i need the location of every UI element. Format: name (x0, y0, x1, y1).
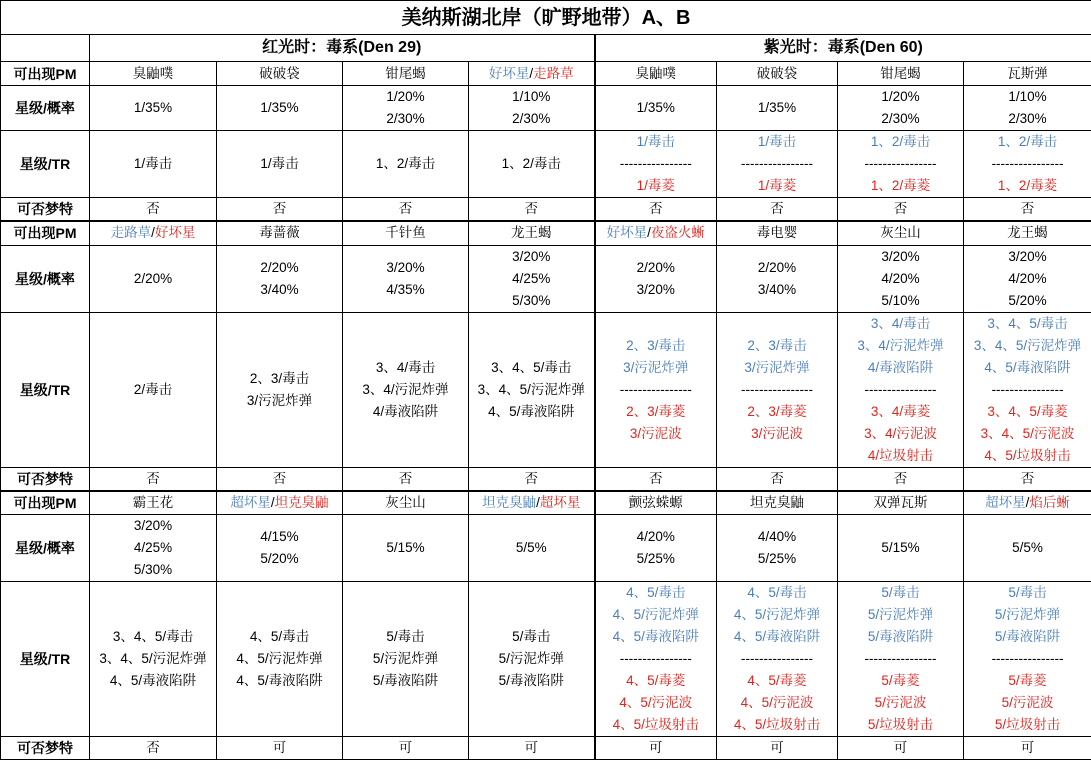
tr-move-line-blue: 4、5/毒液陷阱 (612, 629, 699, 644)
dynamax-cell: 否 (964, 467, 1091, 491)
dynamax-cell: 否 (217, 198, 343, 222)
dashed-separator: ---------------- (741, 381, 813, 397)
tr-move-line-red: 4、5/污泥波 (619, 695, 693, 710)
tr-move-line-blue: 3、4/毒击 (870, 315, 931, 331)
star-rate-line: 5/5% (515, 540, 547, 555)
star-rate-line: 4/15% (260, 529, 299, 544)
tr-cell (469, 312, 595, 467)
star-rate-cell (717, 515, 838, 582)
tr-move-line: 4、5/毒击 (249, 629, 310, 644)
pokemon-name: 钳尾蝎 (880, 65, 921, 81)
tr-move-line-red: 5/污泥波 (874, 695, 927, 710)
pokemon-name: 坦克臭鼬 (482, 494, 537, 510)
pokemon-cell (90, 62, 217, 86)
dashed-separator: ---------------- (991, 156, 1064, 171)
star-rate-line: 3/20% (881, 248, 920, 264)
dashed-separator: ---------------- (741, 156, 813, 171)
tr-move-line: 1/毒击 (260, 156, 299, 171)
pokemon-cell (343, 491, 469, 515)
dashed-separator: ---------------- (864, 381, 937, 397)
dynamax-cell: 否 (343, 467, 469, 491)
pokemon-cell (964, 221, 1091, 245)
tr-cell (964, 131, 1091, 198)
pokemon-cell (717, 221, 838, 245)
tr-move-line-blue: 4/毒液陷阱 (867, 359, 934, 375)
tr-move-line-red: 3/污泥波 (629, 425, 682, 441)
tr-cell (595, 312, 717, 467)
tr-move-line-blue: 1、2/毒击 (870, 134, 931, 149)
name-separator: / (270, 494, 275, 510)
star-rate-line: 2/30% (881, 111, 920, 126)
dynamax-cell: 可 (469, 737, 595, 760)
tr-move-line-blue: 1/毒击 (757, 134, 797, 149)
table-row-pm (1, 221, 1091, 245)
dynamax-cell: 否 (343, 198, 469, 222)
table-row-tr (1, 131, 1091, 198)
star-rate-cell (964, 515, 1091, 582)
tr-move-line-red: 4、5/垃圾射击 (612, 717, 699, 732)
pokemon-name: 龙王蝎 (1007, 225, 1048, 241)
tr-move-line-blue: 5/污泥炸弹 (994, 607, 1061, 622)
tr-cell (838, 312, 964, 467)
tr-move-line-red: 4、5/垃圾射击 (733, 717, 821, 732)
star-rate-line: 4/20% (636, 529, 675, 544)
tr-cell (595, 131, 717, 198)
tr-move-line-blue: 5/污泥炸弹 (867, 607, 934, 622)
pokemon-name: 好坏星 (488, 65, 530, 81)
row-label-tr: 星级/TR (1, 582, 90, 737)
pokemon-cell (964, 62, 1091, 86)
dynamax-cell: 否 (217, 467, 343, 491)
star-rate-line: 3/40% (260, 281, 299, 297)
pokemon-name: 钳尾蝎 (385, 65, 426, 81)
dashed-separator: ---------------- (619, 156, 692, 171)
star-rate-line: 5/25% (636, 551, 675, 566)
tr-cell (964, 582, 1091, 737)
star-rate-line: 2/20% (133, 270, 173, 286)
star-rate-cell (469, 515, 595, 582)
star-rate-line: 1/35% (636, 100, 675, 115)
tr-move-line-blue: 3、4、5/污泥炸弹 (973, 337, 1082, 353)
tr-move-line-blue: 4、5/污泥炸弹 (612, 607, 699, 622)
tr-move-line-red: 3、4/污泥波 (864, 425, 937, 441)
dynamax-cell: 否 (838, 467, 964, 491)
dynamax-cell: 可 (343, 737, 469, 760)
dynamax-cell: 否 (964, 198, 1091, 222)
tr-move-line: 4、5/毒液陷阱 (488, 403, 575, 419)
dynamax-cell: 否 (717, 198, 838, 222)
star-rate-line: 5/20% (260, 551, 299, 566)
pokemon-cell (595, 62, 717, 86)
tr-move-line-red: 3、4/毒菱 (870, 403, 931, 419)
star-rate-line: 3/20% (636, 281, 675, 297)
star-rate-line: 1/35% (260, 100, 299, 115)
star-rate-cell (964, 86, 1091, 131)
star-rate-line: 3/20% (386, 259, 425, 275)
table-row-rate (1, 515, 1091, 582)
dashed-separator: ---------------- (864, 156, 937, 171)
star-rate-line: 5/10% (881, 292, 920, 308)
dynamax-cell: 否 (717, 467, 838, 491)
star-rate-line: 1/10% (512, 89, 551, 104)
tr-move-line: 5/毒击 (386, 629, 425, 644)
tr-cell (595, 582, 717, 737)
tr-move-line-blue: 5/毒击 (1008, 585, 1047, 600)
tr-move-line-red: 3、4、5/毒菱 (987, 403, 1068, 419)
dashed-separator: ---------------- (991, 381, 1064, 397)
row-label-pm: 可出现PM (1, 62, 90, 86)
pokemon-name: 灰尘山 (385, 494, 426, 510)
pokemon-name: 坦克臭鼬 (750, 494, 804, 510)
star-rate-line: 4/25% (512, 270, 551, 286)
star-rate-line: 5/30% (133, 562, 173, 577)
tr-move-line-red: 5/毒菱 (881, 673, 920, 688)
star-rate-cell (469, 86, 595, 131)
star-rate-line: 5/30% (512, 292, 551, 308)
tr-cell (717, 582, 838, 737)
table-row-tr (1, 582, 1091, 737)
tr-move-line-blue: 5/毒液陷阱 (867, 629, 934, 644)
pokemon-name: 毒蔷薇 (259, 225, 300, 241)
star-rate-cell (595, 245, 717, 312)
pokemon-name: 破破袋 (259, 65, 300, 81)
dashed-separator: ---------------- (619, 651, 692, 666)
star-rate-cell (838, 245, 964, 312)
pokemon-name: 超坏星 (230, 494, 271, 510)
star-rate-line: 3/40% (757, 281, 797, 297)
tr-move-line: 3、4/污泥炸弹 (362, 381, 449, 397)
tr-move-line: 3、4、5/毒击 (112, 629, 194, 644)
pokemon-cell (717, 491, 838, 515)
tr-move-line-red: 5/毒菱 (1008, 673, 1047, 688)
row-label-tr: 星级/TR (1, 131, 90, 198)
tr-move-line-red: 4/垃圾射击 (867, 447, 934, 463)
pokemon-cell (469, 221, 595, 245)
pokemon-name: 焰后蜥 (1029, 494, 1070, 510)
star-rate-cell (838, 86, 964, 131)
star-rate-line: 3/20% (512, 248, 551, 264)
table-row-pm (1, 62, 1091, 86)
tr-move-line-red: 5/垃圾射击 (867, 717, 934, 732)
row-label-pm: 可出现PM (1, 221, 90, 245)
dynamax-cell: 否 (595, 467, 717, 491)
tr-move-line: 3、4、5/污泥炸弹 (99, 651, 207, 666)
star-rate-line: 1/35% (757, 100, 797, 115)
star-rate-line: 4/40% (757, 529, 797, 544)
dashed-separator: ---------------- (991, 651, 1064, 666)
tr-move-line-blue: 3/污泥炸弹 (744, 359, 810, 375)
tr-move-line-blue: 3/污泥炸弹 (623, 359, 689, 375)
star-rate-line: 5/20% (1008, 292, 1047, 308)
dynamax-cell: 否 (595, 198, 717, 222)
name-separator: / (536, 494, 540, 510)
tr-cell (90, 312, 217, 467)
tr-move-line-blue: 2、3/毒击 (747, 337, 807, 353)
pokemon-cell (595, 221, 717, 245)
dynamax-cell: 否 (90, 198, 217, 222)
tr-move-line-blue: 5/毒液陷阱 (994, 629, 1061, 644)
name-separator: / (529, 65, 534, 81)
pokemon-name: 破破袋 (756, 65, 798, 81)
star-rate-line: 2/30% (386, 111, 425, 126)
star-rate-cell (595, 86, 717, 131)
tr-move-line-red: 1/毒菱 (757, 178, 797, 193)
pokemon-name: 走路草 (533, 65, 574, 81)
pokemon-cell (217, 62, 343, 86)
tr-cell (717, 312, 838, 467)
tr-cell (217, 582, 343, 737)
dynamax-cell: 否 (838, 198, 964, 222)
pokemon-cell (343, 62, 469, 86)
row-label-rate: 星级/概率 (1, 86, 90, 131)
tr-move-line: 3、4、5/污泥炸弹 (477, 381, 585, 397)
pokemon-name: 超坏星 (539, 494, 581, 510)
tr-move-line-blue: 1/毒击 (636, 134, 675, 149)
table-row-rate (1, 86, 1091, 131)
tr-move-line: 1、2/毒击 (501, 156, 561, 171)
pokemon-cell (469, 491, 595, 515)
tr-move-line: 4、5/毒液陷阱 (109, 673, 197, 688)
pokemon-cell (469, 62, 595, 86)
dynamax-cell: 可 (217, 737, 343, 760)
star-rate-cell (343, 86, 469, 131)
pokemon-name: 夜盗火蜥 (650, 225, 705, 241)
pokemon-name: 走路草 (110, 225, 152, 241)
tr-cell (469, 582, 595, 737)
pokemon-name: 毒电婴 (756, 225, 798, 241)
pokemon-cell (838, 491, 964, 515)
star-rate-line: 1/10% (1008, 89, 1047, 104)
table-row-tr (1, 312, 1091, 467)
star-rate-line: 5/25% (757, 551, 797, 566)
tr-move-line: 5/污泥炸弹 (498, 651, 564, 666)
pokemon-cell (90, 221, 217, 245)
tr-move-line-red: 2、3/毒菱 (747, 403, 807, 419)
tr-cell (343, 131, 469, 198)
star-rate-cell (90, 515, 217, 582)
star-rate-cell (964, 245, 1091, 312)
dynamax-cell: 否 (90, 467, 217, 491)
tr-move-line: 5/毒击 (512, 629, 551, 644)
tr-move-line: 5/污泥炸弹 (372, 651, 439, 666)
row-label-rate: 星级/概率 (1, 245, 90, 312)
tr-move-line-blue: 2、3/毒击 (626, 337, 686, 353)
pokemon-name: 臭鼬噗 (132, 65, 174, 81)
row-label-pm: 可出现PM (1, 491, 90, 515)
dashed-separator: ---------------- (864, 651, 937, 666)
tr-move-line-red: 4、5/垃圾射击 (984, 447, 1071, 463)
tr-move-line-red: 1、2/毒菱 (997, 178, 1058, 193)
pokemon-cell (217, 221, 343, 245)
row-label-dmax: 可否梦特 (1, 467, 90, 491)
tr-move-line: 4、5/污泥炸弹 (236, 651, 323, 666)
dynamax-cell: 可 (964, 737, 1091, 760)
tr-move-line: 2、3/毒击 (249, 370, 310, 386)
tr-move-line: 3/污泥炸弹 (246, 392, 313, 408)
pokemon-name: 超坏星 (985, 494, 1026, 510)
tr-move-line: 5/毒液陷阱 (372, 673, 439, 688)
table-row-dmax (1, 737, 1091, 760)
tr-move-line: 3、4、5/毒击 (491, 359, 572, 375)
tr-cell (217, 312, 343, 467)
tr-move-line-blue: 3、4、5/毒击 (987, 315, 1068, 331)
pokemon-name: 灰尘山 (880, 225, 921, 241)
pokemon-cell (343, 221, 469, 245)
tr-cell (90, 582, 217, 737)
table-row-pm (1, 491, 1091, 515)
star-rate-line: 4/20% (1008, 270, 1047, 286)
star-rate-cell (90, 86, 217, 131)
dynamax-cell: 否 (469, 467, 595, 491)
tr-move-line-blue: 4、5/毒击 (747, 585, 807, 600)
star-rate-line: 2/20% (260, 259, 299, 275)
row-label-tr: 星级/TR (1, 312, 90, 467)
star-rate-cell (217, 515, 343, 582)
star-rate-cell (217, 245, 343, 312)
dashed-separator: ---------------- (619, 381, 692, 397)
pokemon-cell (217, 491, 343, 515)
pokemon-name: 坦克臭鼬 (274, 494, 329, 510)
pokemon-name: 龙王蝎 (511, 225, 552, 241)
pokemon-cell (838, 221, 964, 245)
red-light-header: 红光时：毒系(Den 29) (90, 35, 595, 62)
table-row-dmax (1, 198, 1091, 222)
tr-cell (964, 312, 1091, 467)
dynamax-cell: 可 (717, 737, 838, 760)
pokemon-name: 臭鼬噗 (635, 65, 676, 81)
star-rate-line: 4/35% (386, 281, 425, 297)
tr-move-line-blue: 1、2/毒击 (997, 134, 1058, 149)
pokemon-name: 霸王花 (132, 494, 174, 510)
tr-move-line-red: 5/污泥波 (1001, 695, 1054, 710)
pokemon-name: 瓦斯弹 (1007, 65, 1048, 81)
header-corner (1, 35, 90, 62)
dynamax-cell: 否 (90, 737, 217, 760)
table-row-rate (1, 245, 1091, 312)
tr-cell (90, 131, 217, 198)
dynamax-cell: 可 (595, 737, 717, 760)
pokemon-name: 好坏星 (606, 225, 648, 241)
tr-move-line: 5/毒液陷阱 (498, 673, 564, 688)
purple-light-header: 紫光时：毒系(Den 60) (595, 35, 1091, 62)
table-row-dmax (1, 467, 1091, 491)
star-rate-cell (343, 245, 469, 312)
star-rate-line: 1/20% (881, 89, 920, 104)
pokemon-cell (90, 491, 217, 515)
tr-move-line: 1/毒击 (133, 156, 173, 171)
star-rate-cell (717, 86, 838, 131)
row-label-dmax: 可否梦特 (1, 737, 90, 760)
tr-move-line-blue: 4、5/污泥炸弹 (733, 607, 821, 622)
tr-move-line-red: 1、2/毒菱 (870, 178, 931, 193)
tr-move-line: 2/毒击 (133, 381, 173, 397)
page-title: 美纳斯湖北岸（旷野地带）A、B (1, 1, 1091, 35)
tr-move-line-blue: 5/毒击 (881, 585, 920, 600)
tr-move-line-red: 2、3/毒菱 (626, 403, 686, 419)
tr-move-line-red: 3/污泥波 (751, 425, 803, 441)
star-rate-line: 2/30% (512, 111, 551, 126)
star-rate-line: 1/20% (386, 89, 425, 104)
tr-move-line: 1、2/毒击 (375, 156, 436, 171)
star-rate-line: 2/30% (1008, 111, 1047, 126)
tr-cell (469, 131, 595, 198)
pokemon-name: 双弹瓦斯 (873, 494, 928, 510)
star-rate-line: 4/20% (881, 270, 920, 286)
tr-cell (717, 131, 838, 198)
dynamax-cell: 否 (469, 198, 595, 222)
tr-move-line: 3、4/毒击 (375, 359, 436, 375)
tr-cell (217, 131, 343, 198)
tr-move-line-red: 4、5/毒菱 (626, 673, 686, 688)
star-rate-cell (343, 515, 469, 582)
star-rate-cell (717, 245, 838, 312)
dynamax-cell: 可 (838, 737, 964, 760)
pokemon-name: 好坏星 (154, 225, 196, 241)
star-rate-line: 5/15% (881, 540, 920, 555)
pokemon-cell (964, 491, 1091, 515)
pokemon-cell (717, 62, 838, 86)
tr-cell (343, 582, 469, 737)
star-rate-cell (217, 86, 343, 131)
tr-move-line-red: 1/毒菱 (636, 178, 675, 193)
tr-move-line-red: 4、5/毒菱 (747, 673, 807, 688)
tr-move-line-red: 4、5/污泥波 (740, 695, 814, 710)
star-rate-cell (838, 515, 964, 582)
tr-move-line-blue: 3、4/污泥炸弹 (857, 337, 944, 353)
name-separator: / (647, 225, 651, 241)
dashed-separator: ---------------- (741, 651, 813, 666)
star-rate-line: 5/5% (1012, 540, 1043, 555)
star-rate-line: 3/20% (1008, 248, 1047, 264)
star-rate-line: 5/15% (386, 540, 425, 555)
tr-cell (343, 312, 469, 467)
tr-move-line-blue: 4、5/毒击 (626, 585, 686, 600)
tr-cell (838, 131, 964, 198)
row-label-dmax: 可否梦特 (1, 198, 90, 222)
star-rate-cell (90, 245, 217, 312)
star-rate-line: 2/20% (757, 259, 797, 275)
pokemon-cell (595, 491, 717, 515)
pokemon-cell (838, 62, 964, 86)
tr-move-line-blue: 4、5/毒液陷阱 (733, 629, 821, 644)
name-separator: / (1025, 494, 1030, 510)
name-separator: / (151, 225, 155, 241)
star-rate-line: 3/20% (133, 518, 173, 533)
tr-move-line: 4、5/毒液陷阱 (236, 673, 323, 688)
tr-move-line: 4/毒液陷阱 (372, 403, 439, 419)
tr-move-line-blue: 4、5/毒液陷阱 (984, 359, 1071, 375)
tr-move-line-red: 5/垃圾射击 (994, 717, 1061, 732)
tr-cell (838, 582, 964, 737)
pokemon-name: 颤弦蝾螈 (628, 494, 683, 510)
tr-move-line-red: 3、4、5/污泥波 (980, 425, 1075, 441)
star-rate-line: 4/25% (133, 540, 173, 555)
pokemon-name: 千针鱼 (385, 225, 426, 241)
row-label-rate: 星级/概率 (1, 515, 90, 582)
star-rate-line: 1/35% (133, 100, 173, 115)
star-rate-cell (595, 515, 717, 582)
star-rate-cell (469, 245, 595, 312)
star-rate-line: 2/20% (636, 259, 675, 275)
